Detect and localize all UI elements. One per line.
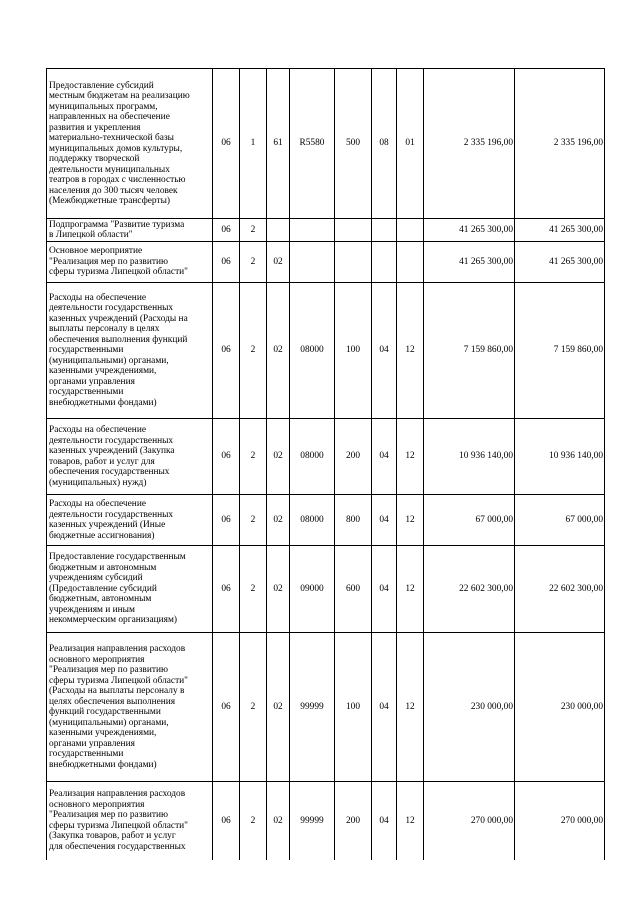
direction-code: 08000 <box>290 419 335 495</box>
event-code <box>267 219 290 242</box>
section-code: 04 <box>372 283 397 419</box>
row-description: Предоставление государственным бюджетным и автономным учреждениям субсидий (Предоставление субсидий бюджетным, автономным учреждениям и иным некоммерческим организациям) <box>47 546 213 633</box>
amount-year-2: 270 000,00 <box>515 782 605 860</box>
program-code: 06 <box>213 283 240 419</box>
expense-type-code: 100 <box>335 283 372 419</box>
section-code <box>372 219 397 242</box>
direction-code: 99999 <box>290 633 335 782</box>
amount-year-2: 230 000,00 <box>515 633 605 782</box>
row-description: Предоставление субсидий местным бюджетам на реализацию муниципальных программ, направленных на обеспечение развития и укрепления материально-технической базы муниципальных домов культуры, поддержку творческой деятельности муниципальных театров в городах с численностью населения до 300 тысяч человек (Межбюджетные трансферты) <box>47 69 213 219</box>
subprogram-code: 2 <box>240 782 267 860</box>
subsection-code: 12 <box>397 782 424 860</box>
program-code: 06 <box>213 69 240 219</box>
amount-year-2: 41 265 300,00 <box>515 219 605 242</box>
amount-year-2: 41 265 300,00 <box>515 242 605 283</box>
row-description: Реализация направления расходов основного мероприятия "Реализация мер по развитию сферы туризма Липецкой области" (Расходы на выплаты персоналу в целях обеспечения выполнения функций государственными (муниципальными) органами, казенными учреждениями, органами управления государственными внебюджетными фондами) <box>47 633 213 782</box>
section-code: 04 <box>372 546 397 633</box>
amount-year-1: 230 000,00 <box>424 633 515 782</box>
direction-code: 09000 <box>290 546 335 633</box>
amount-year-1: 7 159 860,00 <box>424 283 515 419</box>
subsection-code <box>397 242 424 283</box>
amount-year-1: 270 000,00 <box>424 782 515 860</box>
table-row <box>47 546 605 633</box>
row-description: Реализация направления расходов основного мероприятия "Реализация мер по развитию сферы туризма Липецкой области" (Закупка товаров, работ и услуг для обеспечения государственных <box>47 782 213 860</box>
event-code: 02 <box>267 495 290 546</box>
amount-year-2: 2 335 196,00 <box>515 69 605 219</box>
event-code: 02 <box>267 633 290 782</box>
subprogram-code: 2 <box>240 242 267 283</box>
event-code: 02 <box>267 546 290 633</box>
subprogram-code: 2 <box>240 633 267 782</box>
expense-type-code <box>335 242 372 283</box>
section-code: 04 <box>372 495 397 546</box>
expense-type-code: 600 <box>335 546 372 633</box>
program-code: 06 <box>213 219 240 242</box>
direction-code: 99999 <box>290 782 335 860</box>
subsection-code: 12 <box>397 495 424 546</box>
row-description: Подпрограмма "Развитие туризма в Липецкой области" <box>47 219 213 242</box>
amount-year-2: 10 936 140,00 <box>515 419 605 495</box>
subprogram-code: 2 <box>240 419 267 495</box>
expense-type-code: 800 <box>335 495 372 546</box>
expense-type-code: 200 <box>335 782 372 860</box>
direction-code <box>290 219 335 242</box>
event-code: 61 <box>267 69 290 219</box>
row-description: Расходы на обеспечение деятельности государственных казенных учреждений (Закупка товаров, работ и услуг для обеспечения государственных (муниципальных) нужд) <box>47 419 213 495</box>
table-row <box>47 242 605 283</box>
direction-code <box>290 242 335 283</box>
amount-year-1: 22 602 300,00 <box>424 546 515 633</box>
expense-type-code: 100 <box>335 633 372 782</box>
table-row <box>47 495 605 546</box>
table-row <box>47 219 605 242</box>
program-code: 06 <box>213 495 240 546</box>
program-code: 06 <box>213 633 240 782</box>
section-code <box>372 242 397 283</box>
table-row <box>47 283 605 419</box>
amount-year-1: 41 265 300,00 <box>424 242 515 283</box>
program-code: 06 <box>213 242 240 283</box>
section-code: 04 <box>372 419 397 495</box>
direction-code: R5580 <box>290 69 335 219</box>
expense-type-code: 500 <box>335 69 372 219</box>
event-code: 02 <box>267 782 290 860</box>
table-row <box>47 633 605 782</box>
subsection-code: 12 <box>397 546 424 633</box>
row-description: Расходы на обеспечение деятельности государственных казенных учреждений (Иные бюджетные ассигнования) <box>47 495 213 546</box>
subsection-code: 12 <box>397 419 424 495</box>
direction-code: 08000 <box>290 283 335 419</box>
subsection-code: 12 <box>397 633 424 782</box>
subprogram-code: 1 <box>240 69 267 219</box>
section-code: 04 <box>372 633 397 782</box>
section-code: 08 <box>372 69 397 219</box>
row-description: Основное мероприятие "Реализация мер по развитию сферы туризма Липецкой области" <box>47 242 213 283</box>
amount-year-1: 67 000,00 <box>424 495 515 546</box>
direction-code: 08000 <box>290 495 335 546</box>
expense-type-code <box>335 219 372 242</box>
subsection-code <box>397 219 424 242</box>
expense-type-code: 200 <box>335 419 372 495</box>
amount-year-2: 22 602 300,00 <box>515 546 605 633</box>
subprogram-code: 2 <box>240 546 267 633</box>
event-code: 02 <box>267 283 290 419</box>
program-code: 06 <box>213 782 240 860</box>
event-code: 02 <box>267 242 290 283</box>
program-code: 06 <box>213 419 240 495</box>
amount-year-1: 10 936 140,00 <box>424 419 515 495</box>
table-row <box>47 782 605 860</box>
subprogram-code: 2 <box>240 495 267 546</box>
amount-year-1: 2 335 196,00 <box>424 69 515 219</box>
budget-table <box>46 68 605 860</box>
amount-year-2: 67 000,00 <box>515 495 605 546</box>
section-code: 04 <box>372 782 397 860</box>
amount-year-1: 41 265 300,00 <box>424 219 515 242</box>
table-row <box>47 69 605 219</box>
table-row <box>47 419 605 495</box>
row-description: Расходы на обеспечение деятельности государственных казенных учреждений (Расходы на выплаты персоналу в целях обеспечения выполнения функций государственными (муниципальными) органами, казенными учреждениями, органами управления государственными внебюджетными фондами) <box>47 283 213 419</box>
subprogram-code: 2 <box>240 219 267 242</box>
subprogram-code: 2 <box>240 283 267 419</box>
subsection-code: 01 <box>397 69 424 219</box>
amount-year-2: 7 159 860,00 <box>515 283 605 419</box>
program-code: 06 <box>213 546 240 633</box>
subsection-code: 12 <box>397 283 424 419</box>
event-code: 02 <box>267 419 290 495</box>
budget-table-page <box>46 68 604 860</box>
